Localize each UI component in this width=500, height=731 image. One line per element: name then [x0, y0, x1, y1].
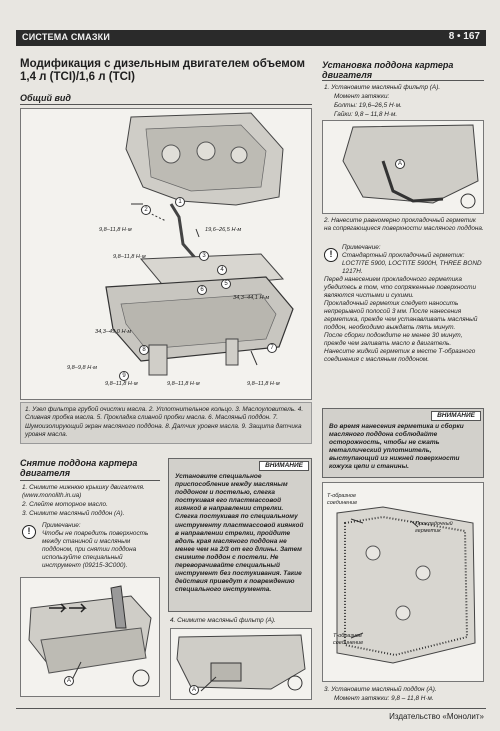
callout-marker: 2: [141, 205, 151, 215]
torque-nuts: Гайки: 9,8 – 11,8 Н·м.: [334, 111, 398, 118]
exploded-view-drawing: [21, 109, 311, 399]
publisher-footer: Издательство «Монолит»: [389, 712, 484, 721]
callout-marker: 7: [267, 343, 277, 353]
torque-label: 19,6–26,5 Н·м: [205, 227, 242, 233]
install-note: [342, 244, 484, 276]
install-step-3-torque: Момент затяжки: 9,8 – 11,8 Н·м.: [334, 695, 434, 702]
install-step-3: [324, 686, 486, 704]
torque-title: Момент затяжки:: [334, 93, 390, 100]
removal-step: 1. Снимите нижнюю крышку двигателя. (www.monolith.in.ua): [22, 484, 145, 499]
footer-divider: [16, 708, 486, 709]
note-title: Примечание:: [42, 522, 81, 529]
torque-bolts: Болты: 19,6–26,5 Н·м.: [334, 102, 402, 109]
install-step-1: [324, 84, 484, 120]
torque-label: 9,8–11,8 Н·м: [113, 254, 146, 260]
warning-label: ВНИМАНИЕ: [259, 461, 309, 471]
section-header-bar: [16, 30, 486, 46]
removal-heading: Снятие поддона картера двигателя: [20, 458, 138, 478]
note-text: После сборки подождите не менее 30 минут, прежде чем заливать масло в двигатель.: [324, 332, 463, 347]
removal-figure: [20, 577, 160, 697]
divider: [322, 80, 484, 81]
fig-label: Т-образное соединение: [333, 633, 364, 646]
oil-filter-figure: [170, 628, 312, 700]
note-icon: !: [22, 525, 36, 539]
removal-step: 3. Снимите масляный поддон (А).: [22, 510, 125, 517]
figure-caption: 1. Узел фильтра грубой очистки масла. 2. Уплотнительное кольцо. 3. Маслоуловитель. 4. Сливная пробка масла. 5. Прокладка сливной пробки масла. 6. Масляный поддон. 7. Шумоизолирующий экран масляного поддона. 8. Датчик уровня масла. 9. Защита датчика уровня масла.: [20, 402, 312, 444]
torque-label: 9,8–11,8 Н·м: [99, 227, 132, 233]
torque-label: 34,3–49,0 Н·м: [95, 329, 132, 335]
warning-box: [322, 408, 484, 478]
torque-label: 9,8–11,8 Н·м: [167, 381, 200, 387]
fig-label-a: A: [64, 676, 74, 686]
warning-text: Во время нанесения герметика и сборки масляного поддона соблюдайте осторожность, чтобы не сжать металлический уплотнитель, выступающий из нижней поверхности кожуха цепи и станины.: [329, 423, 464, 471]
install-step-1-text: 1. Установите масляный фильтр (А).: [324, 84, 441, 91]
callout-marker: 8: [139, 345, 149, 355]
install-step-3-text: 3. Установите масляный поддон (А).: [324, 686, 437, 693]
callout-marker: 5: [221, 279, 231, 289]
page-number: 8 • 167: [448, 31, 480, 42]
fig-label: Т-образное соединение: [327, 493, 358, 506]
callout-marker: 9: [119, 371, 129, 381]
torque-label: 9,8–9,8 Н·м: [67, 365, 97, 371]
torque-label: 34,3–44,1 Н·м: [233, 295, 270, 301]
callout-marker: 4: [217, 265, 227, 275]
torque-label: 9,8–11,8 Н·м: [105, 381, 138, 387]
note-text: Нанесите жидкий герметик в месте Т-образного соединения с масляным поддоном.: [324, 348, 476, 363]
removal-step: 2. Слейте моторное масло.: [22, 501, 108, 508]
warning-box: [168, 458, 312, 612]
note-icon: !: [324, 248, 338, 262]
note-title: Примечание:: [342, 244, 381, 251]
callout-marker: 3: [199, 251, 209, 261]
section-title: СИСТЕМА СМАЗКИ: [22, 32, 111, 42]
note-text: Стандартный прокладочный герметик: LOCTITE 5900, LOCTITE 5900H, THREE BOND 1217H.: [342, 252, 482, 275]
callout-marker: 6: [197, 285, 207, 295]
callout-marker: 1: [175, 197, 185, 207]
general-view-heading: Общий вид: [20, 93, 71, 103]
install-step-2: 2. Нанесите равномерно прокладочный герметик на сопрягающиеся поверхности масляного поддона.: [324, 217, 484, 232]
note-text: Чтобы не повредить поверхность между станиной и масляным поддоном, при снятии поддона используйте специальный инструмент (09215-3C000).: [42, 530, 149, 569]
note-text: Прокладочный герметик следует наносить непрерывной полосой 3 мм. После нанесения герметика, прежде чем устанавливать масляный поддон, необходимо выждать пять минут.: [324, 300, 478, 331]
removal-steps: [22, 484, 160, 519]
install-heading: Установка поддона картера двигателя: [322, 60, 454, 80]
sealant-figure: [322, 482, 484, 682]
install-note-cont: [324, 276, 484, 364]
fig-label-a: A: [395, 159, 405, 169]
torque-label: 9,8–11,8 Н·м: [247, 381, 280, 387]
warning-text: Установите специальное приспособление между масляным поддоном и постелью, слегка постукивая его пластмассовой киянкой в направлении стрелки. Слегка постукивая по специальному инструменту пластмассовой киянкой в направлении стрелки, пройдите вдоль края масляного поддона не менее чем на 2/3 от его длины. Затем снимите поддон с постели. Не переворачивайте специальный инструмент без постукивания. Такие действия приведут к повреждению специального инструмента.: [175, 473, 304, 594]
divider: [20, 104, 312, 105]
page-title: Модификация с дизельным двигателем объемом 1,4 л (TCI)/1,6 л (TCI): [20, 58, 306, 83]
divider: [20, 480, 160, 481]
fig-label: Прокладочный герметик: [415, 521, 453, 534]
exploded-view-figure: [20, 108, 312, 400]
step-4: 4. Снимите масляный фильтр (А).: [170, 617, 276, 624]
fig-label-a: A: [189, 685, 199, 695]
warning-label: ВНИМАНИЕ: [431, 411, 481, 421]
note-text: Перед нанесением прокладочного герметика убедитесь в том, что сопряженные поверхности являются чистыми и сухими.: [324, 276, 477, 299]
removal-note: [42, 522, 160, 570]
install-filter-figure: [322, 120, 484, 214]
